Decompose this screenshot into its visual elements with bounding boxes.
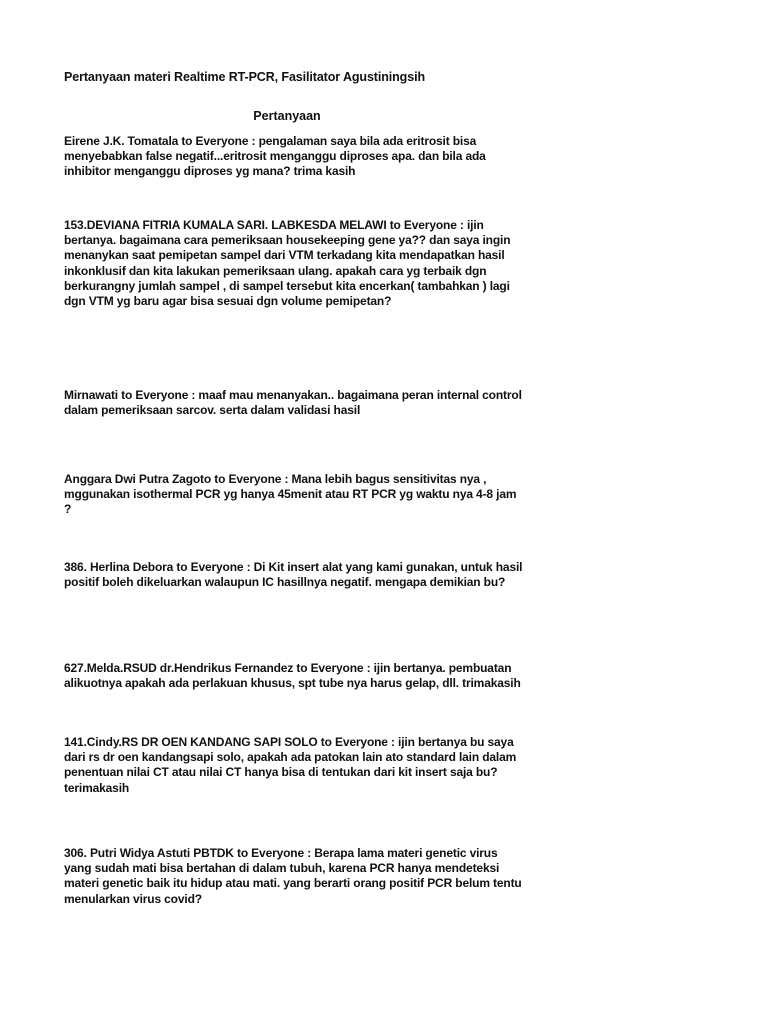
document-title: Pertanyaan materi Realtime RT-PCR, Fasilitator Agustiningsih: [64, 70, 425, 84]
question-paragraph: Mirnawati to Everyone : maaf mau menanyakan.. bagaimana peran internal control dalam pemeriksaan sarcov. serta dalam validasi hasil: [64, 388, 522, 418]
section-heading: Pertanyaan: [253, 109, 321, 123]
question-paragraph: 306. Putri Widya Astuti PBTDK to Everyone : Berapa lama materi genetic virus yang sudah mati bisa bertahan di dalam tubuh, karena PCR hanya mendeteksi materi genetic baik itu hidup atau mati. yang berarti orang positif PCR belum tentu menularkan virus covid?: [64, 846, 522, 906]
question-paragraph: Eirene J.K. Tomatala to Everyone : pengalaman saya bila ada eritrosit bisa menyebabkan false negatif...eritrosit menganggu diproses apa. dan bila ada inhibitor menganggu diproses yg mana? trima kasih: [64, 134, 486, 179]
question-paragraph: 141.Cindy.RS DR OEN KANDANG SAPI SOLO to Everyone : ijin bertanya bu saya dari rs dr oen kandangsapi solo, apakah ada patokan lain ato standard lain dalam penentuan nilai CT atau nilai CT hanya bisa di tentukan dari kit insert saja bu? terimakasih: [64, 735, 517, 795]
question-paragraph: 386. Herlina Debora to Everyone : Di Kit insert alat yang kami gunakan, untuk hasil positif boleh dikeluarkan walaupun IC hasillnya negatif. mengapa demikian bu?: [64, 560, 523, 590]
question-paragraph: 153.DEVIANA FITRIA KUMALA SARI. LABKESDA MELAWI to Everyone : ijin bertanya. bagaimana cara pemeriksaan housekeeping gene ya?? dan saya ingin menanykan saat pemipetan sampel dari VTM terkadang kita mendapatkan hasil inkonklusif dan kita lakukan pemeriksaan ulang. apakah cara yg terbaik dgn berkurangny jumlah sampel , di sampel tersebut kita encerkan( tambahkan ) lagi dgn VTM yg baru agar bisa sesuai dgn volume pemipetan?: [64, 218, 511, 309]
question-paragraph: Anggara Dwi Putra Zagoto to Everyone : Mana lebih bagus sensitivitas nya , mggunakan isothermal PCR yg hanya 45menit atau RT PCR yg waktu nya 4-8 jam ?: [64, 472, 517, 517]
question-paragraph: 627.Melda.RSUD dr.Hendrikus Fernandez to Everyone : ijin bertanya. pembuatan alikuotnya apakah ada perlakuan khusus, spt tube nya harus gelap, dll. trimakasih: [64, 661, 521, 691]
